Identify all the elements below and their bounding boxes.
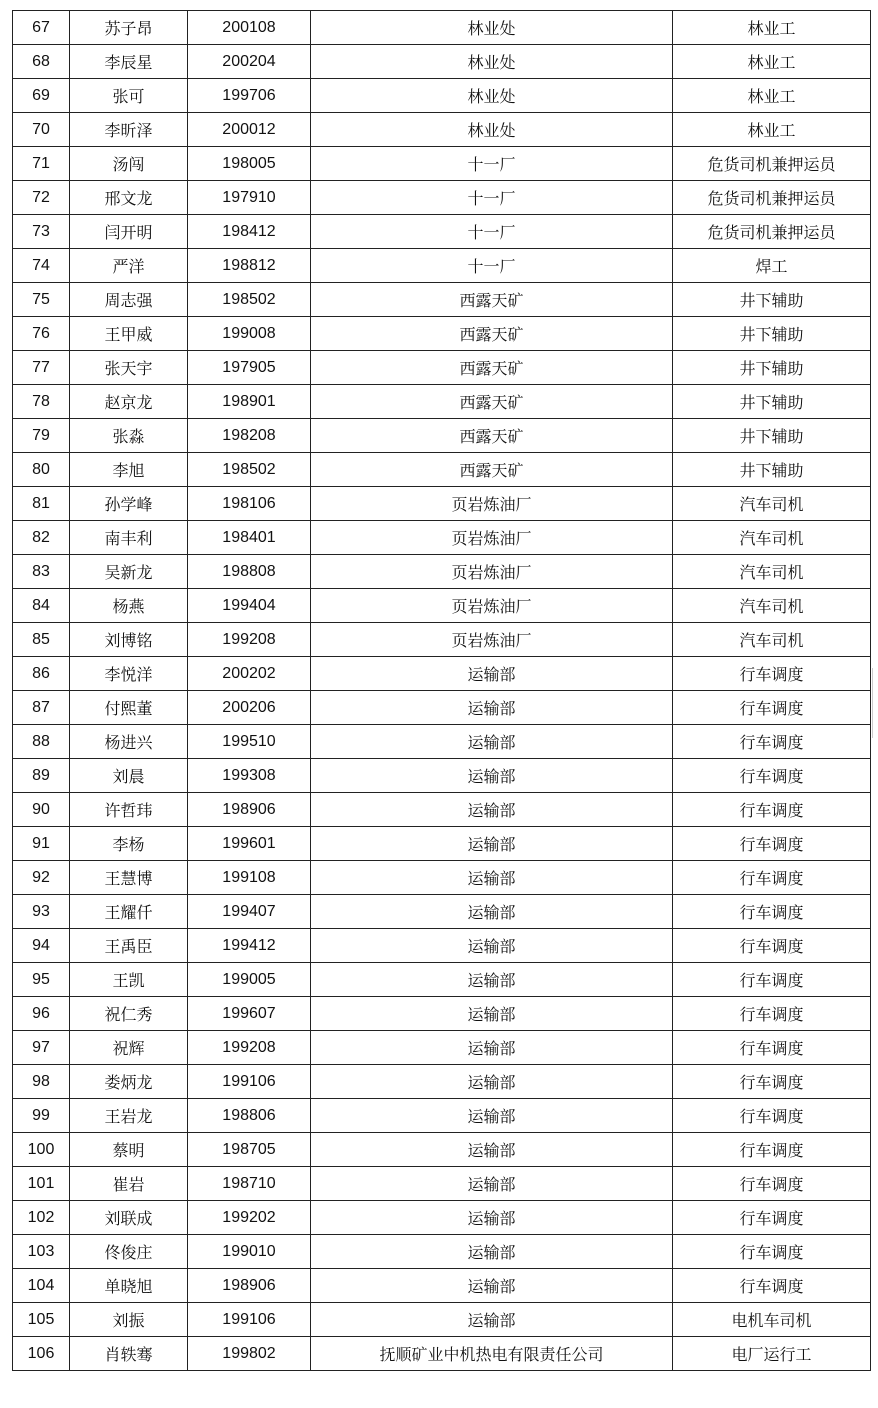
roster-table-body: [13, 11, 871, 1371]
table-row: [13, 181, 871, 215]
cell-job: 行车调度: [673, 1065, 871, 1099]
cell-name: 汤闯: [70, 147, 188, 181]
cell-number: 74: [13, 249, 70, 283]
cell-unit: 运输部: [311, 1031, 673, 1065]
cell-number: 94: [13, 929, 70, 963]
cell-number: 93: [13, 895, 70, 929]
cell-birth-date: 198208: [188, 419, 311, 453]
cell-number: 89: [13, 759, 70, 793]
cell-unit: 运输部: [311, 1201, 673, 1235]
cell-job: 电机车司机: [673, 1303, 871, 1337]
cell-birth-date: 198806: [188, 1099, 311, 1133]
cell-number: 97: [13, 1031, 70, 1065]
table-row: [13, 589, 871, 623]
cell-name: 张淼: [70, 419, 188, 453]
cell-name: 王禹臣: [70, 929, 188, 963]
cell-birth-date: 199308: [188, 759, 311, 793]
cell-job: 危货司机兼押运员: [673, 147, 871, 181]
cell-birth-date: 198106: [188, 487, 311, 521]
cell-birth-date: 198710: [188, 1167, 311, 1201]
cell-birth-date: 198401: [188, 521, 311, 555]
table-row: [13, 521, 871, 555]
roster-sheet: [12, 10, 870, 1371]
cell-number: 102: [13, 1201, 70, 1235]
cell-name: 李旭: [70, 453, 188, 487]
cell-number: 95: [13, 963, 70, 997]
table-row: [13, 1201, 871, 1235]
cell-number: 73: [13, 215, 70, 249]
cell-job: 行车调度: [673, 1269, 871, 1303]
table-row: [13, 1065, 871, 1099]
cell-birth-date: 199106: [188, 1303, 311, 1337]
cell-number: 67: [13, 11, 70, 45]
cell-job: 行车调度: [673, 895, 871, 929]
cell-birth-date: 198812: [188, 249, 311, 283]
table-row: [13, 1337, 871, 1371]
table-row: [13, 759, 871, 793]
table-row: [13, 1303, 871, 1337]
cell-birth-date: 198005: [188, 147, 311, 181]
cell-job: 汽车司机: [673, 521, 871, 555]
cell-birth-date: 199005: [188, 963, 311, 997]
cell-number: 99: [13, 1099, 70, 1133]
cell-birth-date: 198906: [188, 1269, 311, 1303]
cell-number: 86: [13, 657, 70, 691]
cell-job: 行车调度: [673, 657, 871, 691]
cell-birth-date: 199407: [188, 895, 311, 929]
cell-number: 80: [13, 453, 70, 487]
table-row: [13, 623, 871, 657]
cell-birth-date: 199106: [188, 1065, 311, 1099]
cell-unit: 十一厂: [311, 249, 673, 283]
table-row: [13, 1133, 871, 1167]
cell-number: 78: [13, 385, 70, 419]
cell-unit: 运输部: [311, 1099, 673, 1133]
table-row: [13, 11, 871, 45]
cell-number: 75: [13, 283, 70, 317]
cell-number: 91: [13, 827, 70, 861]
cell-birth-date: 199601: [188, 827, 311, 861]
cell-name: 李昕泽: [70, 113, 188, 147]
cell-name: 祝辉: [70, 1031, 188, 1065]
cell-birth-date: 198808: [188, 555, 311, 589]
cell-unit: 十一厂: [311, 181, 673, 215]
cell-number: 70: [13, 113, 70, 147]
roster-table: [12, 10, 871, 1371]
cell-unit: 页岩炼油厂: [311, 487, 673, 521]
cell-unit: 运输部: [311, 895, 673, 929]
table-row: [13, 215, 871, 249]
cell-job: 行车调度: [673, 997, 871, 1031]
table-row: [13, 453, 871, 487]
cell-name: 李辰星: [70, 45, 188, 79]
cell-number: 101: [13, 1167, 70, 1201]
cell-job: 焊工: [673, 249, 871, 283]
cell-birth-date: 198906: [188, 793, 311, 827]
cell-number: 85: [13, 623, 70, 657]
table-row: [13, 147, 871, 181]
cell-unit: 页岩炼油厂: [311, 589, 673, 623]
cell-number: 76: [13, 317, 70, 351]
table-row: [13, 351, 871, 385]
cell-birth-date: 198502: [188, 453, 311, 487]
cell-unit: 西露天矿: [311, 453, 673, 487]
cell-name: 周志强: [70, 283, 188, 317]
cell-birth-date: 200202: [188, 657, 311, 691]
cell-job: 林业工: [673, 11, 871, 45]
cell-number: 105: [13, 1303, 70, 1337]
cell-number: 104: [13, 1269, 70, 1303]
cell-number: 81: [13, 487, 70, 521]
cell-job: 行车调度: [673, 793, 871, 827]
cell-unit: 运输部: [311, 759, 673, 793]
page-edge-mark: [872, 668, 873, 738]
cell-number: 77: [13, 351, 70, 385]
cell-unit: 运输部: [311, 657, 673, 691]
cell-job: 危货司机兼押运员: [673, 215, 871, 249]
cell-job: 危货司机兼押运员: [673, 181, 871, 215]
cell-unit: 西露天矿: [311, 351, 673, 385]
cell-number: 72: [13, 181, 70, 215]
cell-job: 行车调度: [673, 1167, 871, 1201]
cell-unit: 运输部: [311, 793, 673, 827]
cell-name: 杨燕: [70, 589, 188, 623]
table-row: [13, 283, 871, 317]
cell-job: 汽车司机: [673, 487, 871, 521]
cell-unit: 林业处: [311, 11, 673, 45]
cell-number: 69: [13, 79, 70, 113]
table-row: [13, 997, 871, 1031]
cell-birth-date: 199008: [188, 317, 311, 351]
cell-number: 96: [13, 997, 70, 1031]
cell-number: 83: [13, 555, 70, 589]
cell-number: 79: [13, 419, 70, 453]
cell-name: 严洋: [70, 249, 188, 283]
cell-job: 林业工: [673, 113, 871, 147]
cell-unit: 运输部: [311, 1133, 673, 1167]
cell-unit: 林业处: [311, 45, 673, 79]
cell-name: 单晓旭: [70, 1269, 188, 1303]
cell-name: 佟俊庄: [70, 1235, 188, 1269]
cell-unit: 十一厂: [311, 215, 673, 249]
cell-job: 井下辅助: [673, 385, 871, 419]
cell-name: 许哲玮: [70, 793, 188, 827]
cell-unit: 运输部: [311, 725, 673, 759]
cell-unit: 西露天矿: [311, 419, 673, 453]
cell-birth-date: 199802: [188, 1337, 311, 1371]
cell-birth-date: 198412: [188, 215, 311, 249]
cell-name: 付熙董: [70, 691, 188, 725]
cell-job: 井下辅助: [673, 351, 871, 385]
cell-job: 汽车司机: [673, 555, 871, 589]
cell-job: 行车调度: [673, 1099, 871, 1133]
cell-birth-date: 199010: [188, 1235, 311, 1269]
cell-birth-date: 198502: [188, 283, 311, 317]
table-row: [13, 793, 871, 827]
cell-job: 行车调度: [673, 1031, 871, 1065]
table-row: [13, 1235, 871, 1269]
cell-birth-date: 199510: [188, 725, 311, 759]
cell-job: 行车调度: [673, 963, 871, 997]
cell-name: 王耀仟: [70, 895, 188, 929]
cell-name: 王甲威: [70, 317, 188, 351]
table-row: [13, 1099, 871, 1133]
cell-name: 王岩龙: [70, 1099, 188, 1133]
cell-name: 赵京龙: [70, 385, 188, 419]
cell-unit: 西露天矿: [311, 283, 673, 317]
cell-name: 王凯: [70, 963, 188, 997]
table-row: [13, 249, 871, 283]
cell-birth-date: 199412: [188, 929, 311, 963]
table-row: [13, 385, 871, 419]
cell-job: 行车调度: [673, 1133, 871, 1167]
table-row: [13, 1269, 871, 1303]
table-row: [13, 725, 871, 759]
cell-job: 汽车司机: [673, 589, 871, 623]
cell-birth-date: 199706: [188, 79, 311, 113]
table-row: [13, 861, 871, 895]
table-row: [13, 79, 871, 113]
cell-unit: 十一厂: [311, 147, 673, 181]
cell-name: 崔岩: [70, 1167, 188, 1201]
cell-number: 82: [13, 521, 70, 555]
cell-job: 井下辅助: [673, 317, 871, 351]
table-row: [13, 895, 871, 929]
table-row: [13, 827, 871, 861]
cell-number: 88: [13, 725, 70, 759]
cell-birth-date: 200204: [188, 45, 311, 79]
cell-name: 娄炳龙: [70, 1065, 188, 1099]
cell-name: 杨进兴: [70, 725, 188, 759]
cell-birth-date: 200108: [188, 11, 311, 45]
cell-job: 行车调度: [673, 861, 871, 895]
table-row: [13, 1031, 871, 1065]
cell-unit: 西露天矿: [311, 317, 673, 351]
cell-unit: 页岩炼油厂: [311, 623, 673, 657]
cell-job: 汽车司机: [673, 623, 871, 657]
cell-birth-date: 199108: [188, 861, 311, 895]
cell-birth-date: 199202: [188, 1201, 311, 1235]
cell-job: 行车调度: [673, 759, 871, 793]
cell-unit: 运输部: [311, 1167, 673, 1201]
cell-number: 100: [13, 1133, 70, 1167]
table-row: [13, 963, 871, 997]
cell-number: 103: [13, 1235, 70, 1269]
table-row: [13, 317, 871, 351]
cell-unit: 运输部: [311, 1235, 673, 1269]
cell-unit: 运输部: [311, 1269, 673, 1303]
cell-name: 刘联成: [70, 1201, 188, 1235]
cell-birth-date: 199607: [188, 997, 311, 1031]
cell-number: 90: [13, 793, 70, 827]
cell-name: 李悦洋: [70, 657, 188, 691]
cell-birth-date: 197905: [188, 351, 311, 385]
cell-name: 闫开明: [70, 215, 188, 249]
cell-name: 孙学峰: [70, 487, 188, 521]
cell-job: 林业工: [673, 45, 871, 79]
cell-number: 87: [13, 691, 70, 725]
cell-unit: 运输部: [311, 691, 673, 725]
cell-unit: 运输部: [311, 929, 673, 963]
cell-name: 苏子昂: [70, 11, 188, 45]
table-row: [13, 691, 871, 725]
cell-birth-date: 200012: [188, 113, 311, 147]
cell-job: 林业工: [673, 79, 871, 113]
cell-unit: 运输部: [311, 827, 673, 861]
cell-name: 蔡明: [70, 1133, 188, 1167]
cell-birth-date: 198705: [188, 1133, 311, 1167]
cell-number: 106: [13, 1337, 70, 1371]
table-row: [13, 419, 871, 453]
table-row: [13, 113, 871, 147]
cell-job: 井下辅助: [673, 283, 871, 317]
table-row: [13, 45, 871, 79]
cell-name: 张可: [70, 79, 188, 113]
cell-name: 肖轶骞: [70, 1337, 188, 1371]
cell-name: 邢文龙: [70, 181, 188, 215]
cell-unit: 抚顺矿业中机热电有限责任公司: [311, 1337, 673, 1371]
table-row: [13, 1167, 871, 1201]
cell-birth-date: 199404: [188, 589, 311, 623]
table-row: [13, 555, 871, 589]
cell-name: 刘博铭: [70, 623, 188, 657]
cell-unit: 运输部: [311, 1065, 673, 1099]
cell-birth-date: 197910: [188, 181, 311, 215]
cell-unit: 林业处: [311, 79, 673, 113]
cell-job: 行车调度: [673, 827, 871, 861]
cell-name: 吴新龙: [70, 555, 188, 589]
cell-unit: 运输部: [311, 997, 673, 1031]
cell-unit: 林业处: [311, 113, 673, 147]
cell-birth-date: 198901: [188, 385, 311, 419]
cell-number: 98: [13, 1065, 70, 1099]
cell-unit: 西露天矿: [311, 385, 673, 419]
cell-name: 刘晨: [70, 759, 188, 793]
cell-name: 张天宇: [70, 351, 188, 385]
cell-number: 92: [13, 861, 70, 895]
cell-number: 71: [13, 147, 70, 181]
table-row: [13, 929, 871, 963]
cell-unit: 运输部: [311, 1303, 673, 1337]
cell-number: 68: [13, 45, 70, 79]
cell-name: 李杨: [70, 827, 188, 861]
cell-birth-date: 200206: [188, 691, 311, 725]
cell-name: 刘振: [70, 1303, 188, 1337]
cell-name: 王慧博: [70, 861, 188, 895]
table-row: [13, 487, 871, 521]
cell-unit: 页岩炼油厂: [311, 521, 673, 555]
cell-name: 祝仁秀: [70, 997, 188, 1031]
cell-birth-date: 199208: [188, 623, 311, 657]
cell-job: 行车调度: [673, 1201, 871, 1235]
table-row: [13, 657, 871, 691]
cell-number: 84: [13, 589, 70, 623]
cell-job: 行车调度: [673, 691, 871, 725]
cell-job: 井下辅助: [673, 419, 871, 453]
cell-birth-date: 199208: [188, 1031, 311, 1065]
cell-job: 电厂运行工: [673, 1337, 871, 1371]
cell-unit: 页岩炼油厂: [311, 555, 673, 589]
cell-job: 行车调度: [673, 929, 871, 963]
cell-unit: 运输部: [311, 861, 673, 895]
cell-unit: 运输部: [311, 963, 673, 997]
cell-job: 行车调度: [673, 1235, 871, 1269]
cell-job: 井下辅助: [673, 453, 871, 487]
cell-name: 南丰利: [70, 521, 188, 555]
cell-job: 行车调度: [673, 725, 871, 759]
